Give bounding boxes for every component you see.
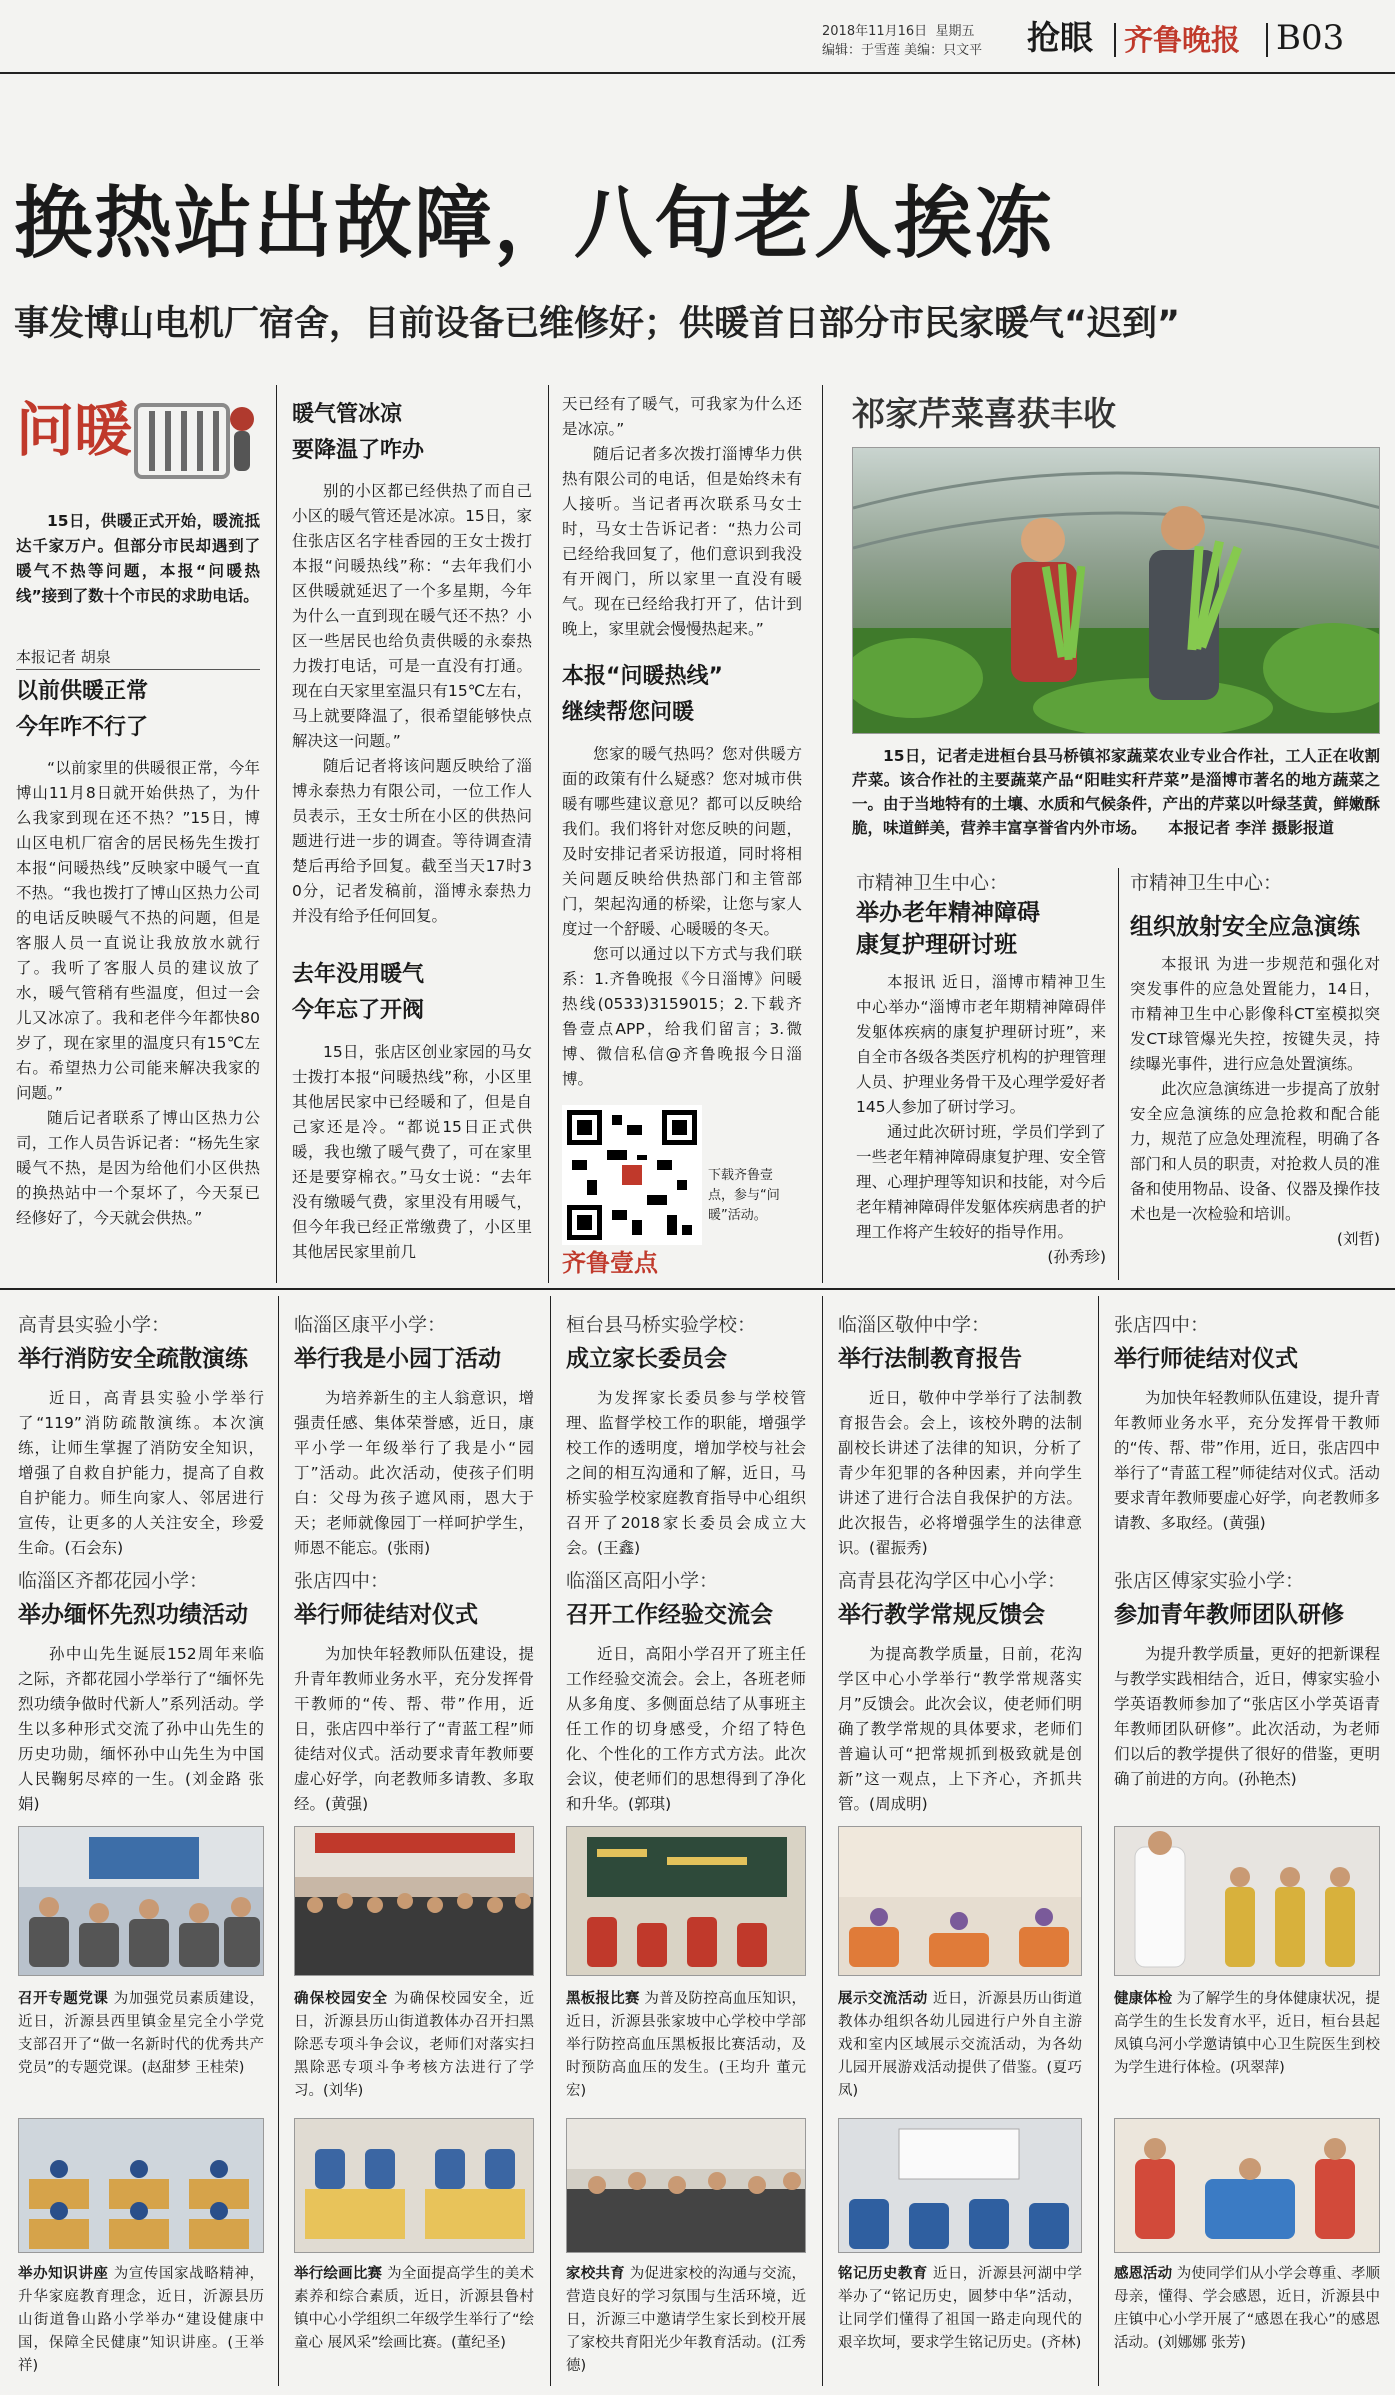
radiation-title: 组织放射安全应急演练 <box>1130 914 1360 940</box>
col3-para-2: 您家的暖气热吗？您对供暖方面的政策有什么疑惑？您对城市供暖有哪些建议意见？都可以反映给我们。我们将针对您反映的问题，及时安排记者采访报道，同时将相关问题反映给供热部门和主管部门，架起沟通的桥梁，让您与家人度过一个舒暖、心暖暖的冬天。 <box>562 745 802 938</box>
headline-deck: 事发博山电机厂宿舍，目前设备已维修好；供暖首日部分市民家暖气“迟到” <box>14 304 1181 344</box>
subhead-2c: 去年没用暖气 <box>292 962 425 987</box>
wen-nuan-logo <box>16 385 260 491</box>
lower-rule-1 <box>278 1296 279 2386</box>
col-rule-3 <box>822 385 823 1283</box>
qilu-yidian-brand: 齐鲁壹点 <box>562 1249 658 1277</box>
main-headline: 换热站出故障，八旬老人挨冻 <box>14 179 1055 269</box>
painting-contest-image <box>295 2119 534 2253</box>
col1-para-1: “以前家里的供暖很正常，今年博山11月8日就开始供热了，为什么我家到现在还不热？”15日，博山区电机厂宿舍的居民杨先生拨打本报“问暖热线”反映家中暖气一直不热。“我也拨打了博山区热力公司的电话反映暖气不热的问题，但是客服人员一直说让我放放水就行了。我听了客服人员的建议放了水，暖气管稍有些温度，但过一会儿又冰凉了。我和老伴今年都快80岁了，现在家里的温度只有15℃左右。希望热力公司能来解决我家的问题。” <box>16 759 260 1102</box>
section-rule <box>0 1288 1395 1290</box>
radiation-para-1: 本报讯 为进一步规范和强化对突发事件的应急处置能力，14日，市精神卫生中心影像科CT室模拟突发CT球管爆光失控，按键失灵，持续曝光事件，进行应急处置演练。 <box>1130 955 1380 1073</box>
brief-title: 举行师徒结对仪式 <box>294 1602 478 1628</box>
caption-label: 感恩活动 <box>1114 2266 1173 2282</box>
brief-body <box>18 1386 264 1561</box>
caption-text: 为全面提高学生的美术素养和综合素质，近日，沂源县鲁村镇中心小学组织二年级学生举行了“绘童心 展风采”绘画比赛。 <box>294 2266 535 2351</box>
col3-para-0: 天已经有了暖气，可我家为什么还是冰凉。” <box>562 395 802 438</box>
brief-text: 近日，敬仲中学举行了法制教育报告会。会上，该校外聘的法制副校长讲述了法律的知识，分析了青少年犯罪的各种因素，并向学生讲述了进行合法自我保护的方法。此次报告，必将增强学生的法律意识。 <box>838 1389 1082 1557</box>
meeting-hall-image <box>295 1827 534 1976</box>
col2-para-2: 随后记者将该问题反映给了淄博永泰热力有限公司，一位工作人员表示，王女士所在小区的供热问题进行进一步的调查。等待调查清楚后再给予回复。截至当天17时30分，记者发稿前，淄博永泰热力并没有给予任何回复。 <box>292 757 532 925</box>
paper-logo: 齐鲁晚报 <box>1124 23 1241 57</box>
brief-org: 高青县实验小学： <box>18 1314 171 1336</box>
col1-para-2: 随后记者联系了博山区热力公司，工作人员告诉记者：“杨先生家暖气不热，是因为给他们小区供热的换热站中一个泵坏了，今天泵已经修好了，今天就会供热。” <box>16 1109 260 1227</box>
brief-org: 临淄区齐都花园小学： <box>18 1570 209 1592</box>
mental-body <box>856 970 1106 1270</box>
brief-2-3 <box>566 1568 806 1817</box>
caption-author: (王均升 董元宏) <box>566 2060 806 2099</box>
col3-body-a <box>562 392 802 642</box>
col1-body <box>16 756 260 1231</box>
col3-para-1: 随后记者多次拨打淄博华力供热有限公司的电话，但是始终未有人接听。当记者再次联系马女士时，马女士告诉记者：“热力公司已经给我回复了，他们意识到我没有开阀门，所以家里一直没有暖气。现在已经给我打开了，估计到晚上，家里就会慢慢热起来。” <box>562 445 802 638</box>
students-drawing-image <box>567 1827 806 1976</box>
brief-author: (石会东) <box>64 1539 124 1557</box>
brief-text: 为加快年轻教师队伍建设，提升青年教师业务水平，充分发挥骨干教师的“传、帮、带”作用，近日，张店四中举行了“青蓝工程”师徒结对仪式。活动要求青年教师要虚心好学，向老教师多请教、多取经。 <box>294 1645 534 1813</box>
photo-blackboard <box>566 1826 806 1976</box>
brief-org: 临淄区康平小学： <box>294 1314 447 1336</box>
brief-1-5 <box>1114 1312 1380 1536</box>
mental-org: 市精神卫生中心： <box>856 872 1009 894</box>
celery-caption-text: 15日，记者走进桓台县马桥镇祁家蔬菜农业专业合作社，工人正在收割芹菜。该合作社的主要蔬菜产品“阳畦实秆芹菜”是淄博市著名的地方蔬菜之一。由于当地特有的土壤、水质和气候条件，产出的芹菜以叶绿茎黄，鲜嫩酥脆，味道鲜美，营养丰富享誉省内外市场。 <box>852 747 1380 837</box>
brief-body <box>18 1642 264 1817</box>
col2-body-b <box>292 1040 532 1265</box>
mental-title-1: 举办老年精神障碍 <box>856 900 1040 926</box>
caption-author: (刘娜娜 张芳) <box>1157 2335 1246 2351</box>
caption-text: 为普及防控高血压知识，近日，沂源县张家坡中心学校中学部举行防控高血压黑板报比赛活动，及时预防高血压的发生。 <box>566 1991 807 2076</box>
wen-nuan-text: 问暖 <box>16 396 133 464</box>
brief-title: 举行教学常规反馈会 <box>838 1602 1045 1628</box>
brief-text: 孙中山先生诞辰152周年来临之际，齐都花园小学举行了“缅怀先烈功绩争做时代新人”系列活动。学生以多种形式交流了孙中山先生的历史功勋，缅怀孙中山先生为中国人民鞠躬尽瘁的一生。 <box>18 1645 264 1788</box>
brief-body <box>294 1386 534 1561</box>
brief-title: 举行消防安全疏散演练 <box>18 1346 248 1372</box>
lower-rule-4 <box>1098 1296 1099 2386</box>
classroom-image <box>19 1827 264 1976</box>
photo-lecture <box>18 2118 264 2253</box>
mental-author: (孙秀珍) <box>1047 1248 1106 1266</box>
subhead-3a: 本报“问暖热线” <box>562 664 723 689</box>
photo-history-edu <box>838 2118 1082 2253</box>
masthead-divider-2 <box>1266 23 1268 57</box>
brief-2-5 <box>1114 1568 1380 1792</box>
brief-body <box>838 1642 1082 1817</box>
photo-caption-1-5 <box>1114 1988 1380 2080</box>
issue-weekday: 星期五 <box>935 24 975 39</box>
col-rule-1 <box>276 385 277 1283</box>
brief-text: 为加快年轻教师队伍建设，提升青年教师业务水平，充分发挥骨干教师的“传、帮、带”作用，近日，张店四中举行了“青蓝工程”师徒结对仪式。活动要求青年教师要虚心好学，向老教师多请教、多取经。 <box>1114 1389 1380 1532</box>
qr-code[interactable] <box>562 1105 702 1245</box>
brief-title: 举行师徒结对仪式 <box>1114 1346 1298 1372</box>
photo-gratitude <box>1114 2118 1380 2253</box>
brief-body <box>838 1386 1082 1561</box>
gratitude-activity-image <box>1115 2119 1380 2253</box>
brief-1-3 <box>566 1312 806 1561</box>
caption-author: (江秀德) <box>566 2335 806 2374</box>
caption-label: 健康体检 <box>1114 1991 1173 2007</box>
col3-para-3: 您可以通过以下方式与我们联系：1.齐鲁晚报《今日淄博》问暖热线(0533)3159015；2.下载齐鲁壹点APP，给我们留言；3.微博、微信私信@齐鲁晚报今日淄博。 <box>562 945 802 1088</box>
brief-title: 举行法制教育报告 <box>838 1346 1022 1372</box>
radiation-body <box>1130 952 1380 1252</box>
photo-caption-2-4 <box>838 2263 1082 2355</box>
parents-meeting-image <box>567 2119 806 2253</box>
photo-caption-2-2 <box>294 2263 534 2355</box>
radiation-org: 市精神卫生中心： <box>1130 872 1283 894</box>
lecture-classroom-image <box>19 2119 264 2253</box>
subhead-3b: 继续帮您问暖 <box>562 700 695 725</box>
brief-text: 为提升教学质量，更好的把新课程与教学实践相结合，近日，傅家实验小学英语教师参加了“张店区小学英语青年教师团队研修”。此次活动，为老师们以后的教学提供了很好的借鉴，更明确了前进的方向。 <box>1114 1645 1380 1788</box>
caption-text: 为了解学生的身体健康状况，提高学生的生长发育水平，近日，桓台县起凤镇乌河小学邀请镇中心卫生院医生到校为学生进行体检。 <box>1114 1991 1381 2076</box>
brief-org: 高青县花沟学区中心小学： <box>838 1570 1067 1592</box>
brief-text: 近日，高青县实验小学举行了“119”消防疏散演练。本次演练，让师生掌握了消防安全知识，增强了自救自护能力，提高了自救自护能力。师生向家人、邻居进行宣传，让更多的人关注安全，珍爱生命。 <box>18 1389 264 1557</box>
celery-caption <box>852 744 1380 840</box>
caption-label: 举办知识讲座 <box>18 2266 109 2282</box>
caption-label: 举行绘画比赛 <box>294 2266 383 2282</box>
brief-2-1 <box>18 1568 264 1817</box>
brief-org: 张店区傅家实验小学： <box>1114 1570 1305 1592</box>
caption-text: 为加强党员素质建设，近日，沂源县西里镇金星完全小学党支部召开了“做一名新时代的优秀共产党员”的专题党课。 <box>18 1991 265 2076</box>
lower-rule-2 <box>550 1296 551 2386</box>
photo-caption-1-1 <box>18 1988 264 2080</box>
photo-caption-1-3 <box>566 1988 806 2103</box>
brief-title: 参加青年教师团队研修 <box>1114 1602 1344 1628</box>
photo-kindergarten <box>838 1826 1082 1976</box>
caption-label: 召开专题党课 <box>18 1991 109 2007</box>
brief-author: (黄强) <box>325 1795 369 1813</box>
brief-title: 成立家长委员会 <box>566 1346 727 1372</box>
brief-text: 为培养新生的主人翁意识，增强责任感、集体荣誉感，近日，康平小学一年级举行了我是小“园丁”活动。此次活动，使孩子们明白：父母为孩子遮风雨，恩大于天；老师就像园丁一样呵护学生，师恩不能忘。 <box>294 1389 534 1557</box>
qr-instruction: 下载齐鲁壹点，参与“问暖”活动。 <box>708 1168 780 1223</box>
caption-author: (齐林) <box>1041 2335 1082 2351</box>
doctor-exam-image <box>1115 1827 1380 1976</box>
qr-pattern-icon <box>562 1105 702 1245</box>
brief-title: 召开工作经验交流会 <box>566 1602 773 1628</box>
brief-body <box>566 1642 806 1817</box>
brief-body <box>566 1386 806 1561</box>
caption-author: (刘华) <box>323 2083 364 2099</box>
masthead-divider <box>1114 23 1116 57</box>
brief-org: 桓台县马桥实验学校： <box>566 1314 757 1336</box>
brief-author: (王鑫) <box>597 1539 641 1557</box>
issue-date: 2018年11月16日 <box>822 24 928 39</box>
lead-paragraph <box>16 509 260 609</box>
col2-body-a <box>292 479 532 929</box>
photo-party-class <box>18 1826 264 1976</box>
photo-caption-1-4 <box>838 1988 1082 2103</box>
photo-caption-2-5 <box>1114 2263 1380 2355</box>
brief-author: (孙艳杰) <box>1238 1770 1297 1788</box>
brief-org: 张店四中： <box>294 1570 390 1592</box>
brief-title: 举办缅怀先烈功绩活动 <box>18 1602 248 1628</box>
brief-author: (刘金路 张娟) <box>18 1770 264 1813</box>
caption-text: 为使同学们从小学会尊重、孝顺母亲，懂得、学会感恩，近日，沂源县中庄镇中心小学开展了“感恩在我心”的感恩活动。 <box>1114 2266 1381 2351</box>
caption-author: (赵甜梦 王桂荣) <box>141 2060 245 2076</box>
brief-2-2 <box>294 1568 534 1817</box>
caption-author: (巩翠萍) <box>1230 2060 1285 2076</box>
mental-title-2: 康复护理研讨班 <box>856 932 1017 958</box>
page-number: B03 <box>1276 18 1345 58</box>
subhead-2d: 今年忘了开阀 <box>292 998 425 1023</box>
brief-author: (郭琪) <box>628 1795 672 1813</box>
brief-rule <box>1118 868 1119 1280</box>
brief-body <box>294 1642 534 1817</box>
brief-body <box>1114 1386 1380 1536</box>
radiator-icon <box>128 391 258 487</box>
photo-caption-1-2 <box>294 1988 534 2103</box>
col3-body-b <box>562 742 802 1092</box>
caption-label: 确保校园安全 <box>294 1991 389 2007</box>
brief-org: 张店四中： <box>1114 1314 1210 1336</box>
kindergarten-image <box>839 1827 1082 1976</box>
lead-text: 15日，供暖正式开始，暖流抵达千家万户。但部分市民却遇到了暖气不热等问题，本报“问暖热线”接到了数十个市民的求助电话。 <box>16 512 260 605</box>
celery-title: 祁家芹菜喜获丰收 <box>852 394 1116 433</box>
history-class-image <box>839 2119 1082 2253</box>
section-name: 抢眼 <box>1027 18 1093 57</box>
celery-harvest-photo <box>852 447 1380 734</box>
brief-author: (周成明) <box>869 1795 928 1813</box>
photo-caption-2-1 <box>18 2263 264 2378</box>
caption-author: (王举祥) <box>18 2335 264 2374</box>
caption-text: 为宣传国家战略精神，升华家庭教育理念，近日，沂源县历山街道鲁山路小学举办“建设健康中国，保障全民健康”知识讲座。 <box>18 2266 265 2351</box>
col2-para-1: 别的小区都已经供热了而自己小区的暖气管还是冰凉。15日，家住张店区名字桂香园的王女士拨打本报“问暖热线”称：“去年我们小区供暖就延迟了一个多星期，今年为什么一直到现在暖气还不热？小区一些居民也给负责供暖的永泰热力拨打电话，可是一直没有打通。现在白天家里室温只有15℃左右，马上就要降温了，很希望能够快点解决这一问题。” <box>292 482 532 750</box>
photo-home-school <box>566 2118 806 2253</box>
masthead-rule <box>0 72 1395 74</box>
col-rule-2 <box>548 385 549 1283</box>
masthead-info <box>822 22 1042 60</box>
col2-para-3: 15日，张店区创业家园的马女士拨打本报“问暖热线”称，小区里其他居民家中已经暖和了，但是自己家还是冷。“都说15日正式供暖，我也缴了暖气费了，可在家里还是要穿棉衣。”马女士说：“去年没有缴暖气费，家里没有用暖气，但今年我已经正常缴费了，小区里其他居民家里前几 <box>292 1043 532 1261</box>
caption-label: 家校共育 <box>566 2266 625 2282</box>
caption-label: 黑板报比赛 <box>566 1991 640 2007</box>
caption-text: 近日，沂源县历山街道教体办组织各幼儿园进行户外自主游戏和室内区域展示交流活动，为各幼儿园开展游戏活动提供了借鉴。 <box>838 1991 1083 2076</box>
photo-campus-safety <box>294 1826 534 1976</box>
caption-label: 铭记历史教育 <box>838 2266 928 2282</box>
brief-text: 为提高教学质量，日前，花沟学区中心小学举行“教学常规落实月”反馈会。此次会议，使老师们明确了教学常规的具体要求，老师们普遍认可“把常规抓到极致就是创新”这一观点，上下齐心，齐抓共管。 <box>838 1645 1082 1813</box>
caption-text: 为促进家校的沟通与交流，营造良好的学习氛围与生活环境，近日，沂源三中邀请学生家长到校开展了家校共育阳光少年教育活动。 <box>566 2266 807 2351</box>
caption-author: (董纪圣) <box>451 2335 506 2351</box>
photo-painting <box>294 2118 534 2253</box>
brief-1-2 <box>294 1312 534 1561</box>
brief-author: (黄强) <box>1222 1514 1266 1532</box>
brief-1-1 <box>18 1312 264 1561</box>
radiation-para-2: 此次应急演练进一步提高了放射安全应急演练的应急抢救和配合能力，规范了应急处理流程，明确了各部门和人员的职责，对抢救人员的准备和使用物品、设备、仪器及操作技术也是一次检验和培训。 <box>1130 1080 1380 1223</box>
photo-caption-2-3 <box>566 2263 806 2378</box>
photo-health-check <box>1114 1826 1380 1976</box>
brief-author: (张雨) <box>387 1539 431 1557</box>
subhead-2a: 暖气管冰凉 <box>292 402 403 427</box>
subhead-1b: 今年咋不行了 <box>16 715 149 740</box>
brief-body <box>1114 1642 1380 1792</box>
radiation-author: (刘哲) <box>1336 1230 1380 1248</box>
brief-author: (翟振秀) <box>869 1539 928 1557</box>
caption-text: 近日，沂源县河湖中学举办了“铭记历史，圆梦中华”活动，让同学们懂得了祖国一路走向现代的艰辛坎坷，要求学生铭记历史。 <box>838 2266 1083 2351</box>
byline: 本报记者 胡泉 <box>16 645 260 670</box>
brief-text: 近日，高阳小学召开了班主任工作经验交流会。会上，各班老师从多角度、多侧面总结了从事班主任工作的切身感受，介绍了特色化、个性化的工作方式方法。此次会议，使老师们的思想得到了净化和升华。 <box>566 1645 806 1813</box>
brief-org: 临淄区敬仲中学： <box>838 1314 991 1336</box>
subhead-1a: 以前供暖正常 <box>16 679 149 704</box>
subhead-2b: 要降温了咋办 <box>292 438 425 463</box>
brief-1-4 <box>838 1312 1082 1561</box>
brief-text: 为发挥家长委员参与学校管理、监督学校工作的职能，增强学校工作的透明度，增加学校与社会之间的相互沟通和了解，近日，马桥实验学校家庭教育指导中心组织召开了2018家长委员会成立大会。 <box>566 1389 806 1557</box>
mental-para-2: 通过此次研讨班，学员们学到了一些老年精神障碍康复护理、安全管理、心理护理等知识和技能，对今后老年精神障碍伴发躯体疾病患者的护理工作将产生较好的指导作用。 <box>856 1123 1106 1241</box>
caption-author: (夏巧凤) <box>838 2060 1082 2099</box>
mental-para-1: 本报讯 近日，淄博市精神卫生中心举办“淄博市老年期精神障碍伴发躯体疾病的康复护理研讨班”，来自全市各级各类医疗机构的护理管理人员、护理业务骨干及心理学爱好者145人参加了研讨学习。 <box>856 973 1106 1116</box>
caption-text: 为确保校园安全，近日，沂源县历山街道教体办召开扫黑除恶专项斗争会议，老师们对落实扫黑除恶专项斗争考核方法进行了学习。 <box>294 1991 535 2099</box>
editors-credit: 编辑：于雪莲 美编：只文平 <box>822 43 983 58</box>
lower-rule-3 <box>822 1296 823 2386</box>
brief-2-4 <box>838 1568 1082 1817</box>
celery-farmers-image <box>853 448 1380 734</box>
celery-credit: 本报记者 李洋 摄影报道 <box>1168 819 1334 837</box>
caption-label: 展示交流活动 <box>838 1991 928 2007</box>
brief-org: 临淄区高阳小学： <box>566 1570 719 1592</box>
brief-title: 举行我是小园丁活动 <box>294 1346 501 1372</box>
